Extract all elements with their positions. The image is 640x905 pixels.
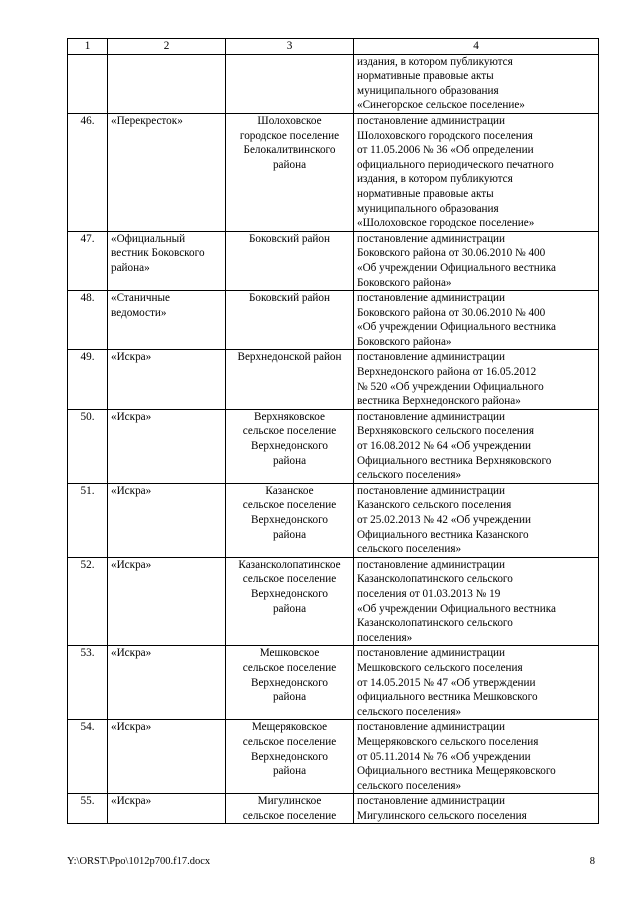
row-number: 47. xyxy=(68,231,108,290)
legal-act xyxy=(354,231,599,290)
legal-act-line: постановление администрации xyxy=(357,558,506,571)
row-number: 48. xyxy=(68,291,108,350)
table-row xyxy=(68,54,599,113)
row-number: 46. xyxy=(68,113,108,231)
legal-act-line: Мешковского сельского поселения xyxy=(357,661,523,674)
legal-act-line: нормативные правовые акты xyxy=(357,187,494,200)
legal-act-line: официального периодического печатного xyxy=(357,158,554,171)
publication-name-line: «Искра» xyxy=(111,410,152,423)
municipality-line: Мешковское xyxy=(259,647,320,660)
legal-act-line: Официального вестника Казанского xyxy=(357,528,529,541)
municipality xyxy=(226,409,354,483)
legal-act-line: поселения» xyxy=(357,631,413,644)
publication-name-line: «Искра» xyxy=(111,647,152,660)
municipality-line: городское поселение xyxy=(239,129,340,142)
legal-act-line: сельского поселения» xyxy=(357,705,462,718)
registry-table xyxy=(67,38,599,824)
legal-act-line: Официального вестника Мещеряковского xyxy=(357,765,556,778)
legal-act xyxy=(354,646,599,720)
municipality xyxy=(226,483,354,557)
row-number: 53. xyxy=(68,646,108,720)
legal-act-line: постановление администрации xyxy=(357,795,506,808)
legal-act xyxy=(354,557,599,646)
legal-act-line: Мигулинского сельского поселения xyxy=(357,809,527,822)
legal-act-line: от 11.05.2006 № 36 «Об определении xyxy=(357,144,534,157)
municipality xyxy=(226,231,354,290)
table-row xyxy=(68,113,599,231)
publication-name xyxy=(108,113,226,231)
legal-act-line: от 25.02.2013 № 42 «Об учреждении xyxy=(357,514,532,526)
table-row xyxy=(68,291,599,350)
legal-act-line: Верхняковского сельского поселения xyxy=(357,425,535,438)
legal-act-line: Боковского района» xyxy=(357,276,452,289)
publication-name xyxy=(108,557,226,646)
municipality xyxy=(226,794,354,824)
legal-act xyxy=(354,291,599,350)
table-row xyxy=(68,483,599,557)
row-number: 50. xyxy=(68,409,108,483)
municipality-line: района xyxy=(272,691,307,704)
table-row xyxy=(68,231,599,290)
header-col-4: 4 xyxy=(354,39,599,55)
legal-act-line: постановление администрации xyxy=(357,114,506,127)
legal-act-line: от 14.05.2015 № 47 «Об утверждении xyxy=(357,676,536,689)
header-col-3: 3 xyxy=(226,39,354,55)
legal-act-line: издания, в котором публикуются xyxy=(357,173,513,186)
legal-act-line: постановление администрации xyxy=(357,721,506,734)
municipality-line: района xyxy=(272,602,307,615)
legal-act xyxy=(354,794,599,824)
legal-act xyxy=(354,350,599,409)
municipality-line: сельское поселение xyxy=(242,573,337,586)
table-row xyxy=(68,720,599,794)
table-row xyxy=(68,794,599,824)
publication-name xyxy=(108,350,226,409)
row-number xyxy=(68,54,108,113)
municipality xyxy=(226,646,354,720)
publication-name-line: «Станичные xyxy=(111,292,170,305)
publication-name-line: района» xyxy=(111,261,150,274)
legal-act-line: Шолоховского городского поселения xyxy=(357,129,533,142)
legal-act-line: сельского поселения» xyxy=(357,469,462,482)
municipality xyxy=(226,291,354,350)
legal-act-line: муниципального образования xyxy=(357,202,499,215)
publication-name xyxy=(108,231,226,290)
table-header xyxy=(68,39,599,55)
municipality-line: Шолоховское xyxy=(257,114,322,127)
legal-act-line: Мещеряковского сельского поселения xyxy=(357,735,539,748)
municipality-line: Казанское xyxy=(265,484,314,497)
table-row xyxy=(68,646,599,720)
row-number: 51. xyxy=(68,483,108,557)
municipality-line: Верхнедонского xyxy=(250,750,329,763)
legal-act-line: Боковского района от 30.06.2010 № 400 xyxy=(357,306,546,319)
municipality-line: сельское поселение xyxy=(242,809,337,822)
legal-act-line: «Об учреждении Официального вестника xyxy=(357,602,556,615)
legal-act-line: постановление администрации xyxy=(357,647,506,660)
municipality-line: Белокалитвинского xyxy=(243,144,336,157)
publication-name-line: «Искра» xyxy=(111,558,152,571)
row-number: 49. xyxy=(68,350,108,409)
legal-act xyxy=(354,54,599,113)
municipality-line: сельское поселение xyxy=(242,425,337,438)
municipality-line: сельское поселение xyxy=(242,661,337,674)
row-number: 54. xyxy=(68,720,108,794)
municipality-line: Мещеряковское xyxy=(251,721,328,734)
legal-act-line: нормативные правовые акты xyxy=(357,70,494,83)
municipality xyxy=(226,54,354,113)
legal-act-line: «Шолоховское городское поселение» xyxy=(357,217,535,230)
legal-act-line: вестника Верхнедонского района» xyxy=(357,395,521,408)
publication-name xyxy=(108,483,226,557)
legal-act-line: поселения от 01.03.2013 № 19 xyxy=(357,587,501,600)
municipality-line: района xyxy=(272,765,307,778)
legal-act-line: Верхнедонского района от 16.05.2012 xyxy=(357,366,537,379)
publication-name-line: «Искра» xyxy=(111,795,152,808)
publication-name-line: «Искра» xyxy=(111,721,152,734)
municipality-line: Боковский район xyxy=(249,292,330,305)
publication-name xyxy=(108,54,226,113)
publication-name-line: ведомости» xyxy=(111,306,167,319)
table-body xyxy=(68,54,599,824)
municipality-line: района xyxy=(272,158,307,171)
legal-act-line: Казанского сельского поселения xyxy=(357,499,512,512)
legal-act-line: постановление администрации xyxy=(357,484,506,497)
municipality-line: района xyxy=(272,528,307,541)
legal-act-line: постановление администрации xyxy=(357,232,506,245)
legal-act-line: «Об учреждении Официального вестника xyxy=(357,261,556,274)
legal-act-line: № 520 «Об учреждении Официального xyxy=(357,380,544,393)
legal-act-line: от 05.11.2014 № 76 «Об учреждении xyxy=(357,750,531,763)
legal-act-line: Боковского района от 30.06.2010 № 400 xyxy=(357,247,546,260)
publication-name-line: вестник Боковского xyxy=(111,247,205,260)
legal-act-line: Официального вестника Верхняковского xyxy=(357,454,552,467)
publication-name xyxy=(108,720,226,794)
publication-name-line: «Искра» xyxy=(111,351,152,364)
table-row xyxy=(68,557,599,646)
legal-act-line: сельского поселения» xyxy=(357,543,462,556)
municipality-line: сельское поселение xyxy=(242,735,337,748)
legal-act-line: «Об учреждении Официального вестника xyxy=(357,321,556,334)
row-number: 52. xyxy=(68,557,108,646)
legal-act xyxy=(354,409,599,483)
municipality-line: Мигулинское xyxy=(257,795,322,808)
municipality-line: Верхнедонского xyxy=(250,440,329,453)
legal-act-line: издания, в котором публикуются xyxy=(357,55,513,68)
publication-name-line: «Официальный xyxy=(111,232,186,245)
publication-name xyxy=(108,794,226,824)
legal-act-line: постановление администрации xyxy=(357,351,506,364)
municipality-line: Верхнедонской район xyxy=(237,351,342,364)
municipality xyxy=(226,113,354,231)
publication-name-line: «Искра» xyxy=(111,484,152,497)
legal-act-line: сельского поселения» xyxy=(357,779,462,792)
publication-name-line: «Перекресток» xyxy=(111,114,183,127)
publication-name xyxy=(108,646,226,720)
municipality-line: района xyxy=(272,454,307,467)
municipality xyxy=(226,350,354,409)
page-number: 8 xyxy=(589,856,595,867)
municipality-line: Верхнедонского xyxy=(250,514,329,526)
legal-act-line: официального вестника Мешковского xyxy=(357,691,538,704)
table-row xyxy=(68,350,599,409)
publication-name xyxy=(108,291,226,350)
municipality-line: Верхнедонского xyxy=(250,587,329,600)
legal-act-line: постановление администрации xyxy=(357,292,506,305)
header-col-2: 2 xyxy=(108,39,226,55)
legal-act-line: Казансколопатинского сельского xyxy=(357,617,513,630)
legal-act-line: Казансколопатинского сельского xyxy=(357,573,513,586)
legal-act xyxy=(354,483,599,557)
table-row xyxy=(68,409,599,483)
legal-act-line: муниципального образования xyxy=(357,84,499,97)
publication-name xyxy=(108,409,226,483)
legal-act-line: постановление администрации xyxy=(357,410,506,423)
municipality xyxy=(226,557,354,646)
legal-act-line: от 16.08.2012 № 64 «Об учреждении xyxy=(357,440,532,453)
row-number: 55. xyxy=(68,794,108,824)
municipality-line: Верхняковское xyxy=(254,410,325,423)
legal-act-line: Боковского района» xyxy=(357,335,452,348)
municipality-line: сельское поселение xyxy=(242,499,337,512)
document-file-path: Y:\ORST\Ppo\1012p700.f17.docx xyxy=(67,856,211,867)
legal-act xyxy=(354,720,599,794)
municipality-line: Верхнедонского xyxy=(250,676,329,689)
legal-act xyxy=(354,113,599,231)
municipality-line: Боковский район xyxy=(249,232,330,245)
municipality-line: Казансколопатинское xyxy=(238,558,341,571)
legal-act-line: «Синегорское сельское поселение» xyxy=(357,99,525,112)
header-col-1: 1 xyxy=(68,39,108,55)
municipality xyxy=(226,720,354,794)
